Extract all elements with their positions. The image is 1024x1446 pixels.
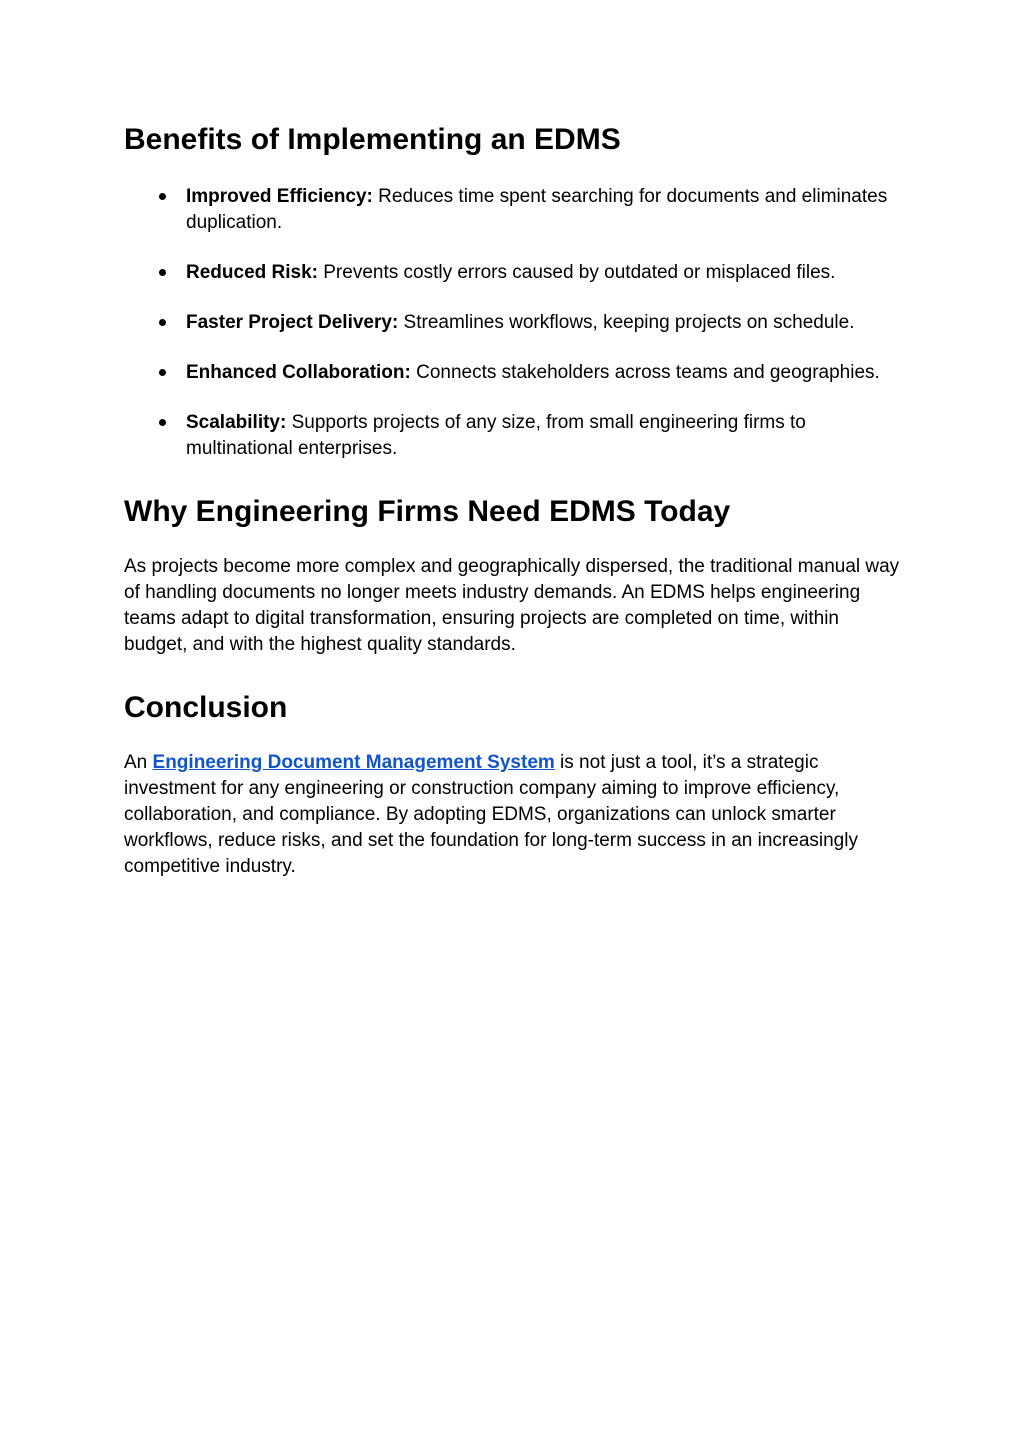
why-edms-paragraph: As projects become more complex and geographically dispersed, the traditional manual way of handling documents no longer meets industry demands. An EDMS helps engineering teams adapt to digital transformation, ensuring projects are completed on time, within budget, and with the highest quality standards. (124, 556, 900, 655)
list-item-text: Connects stakeholders across teams and geographies. (410, 362, 880, 383)
list-item-label: Reduced Risk: (186, 262, 318, 283)
bullet-icon (159, 269, 166, 276)
edms-hyperlink[interactable]: Engineering Document Management System (152, 752, 555, 773)
list-item-improved-efficiency (186, 184, 900, 236)
list-item-reduced-risk (186, 260, 900, 286)
list-item-label: Scalability: (186, 412, 287, 433)
conclusion-text-after-link: is not just a tool, it’s a strategic investment for any engineering or construction company aiming to improve efficiency, collaboration, and compliance. By adopting EDMS, organizations can unlock smarter workflows, reduce risks, and set the foundation for long-term success in an increasingly competitive industry. (124, 752, 858, 877)
benefits-list (124, 184, 900, 462)
list-item-text: Supports projects of any size, from small engineering firms to multinational enterprises. (186, 412, 806, 459)
conclusion-paragraph (124, 750, 900, 880)
list-item-enhanced-collaboration (186, 360, 900, 386)
list-item-text: Reduces time spent searching for documents and eliminates duplication. (186, 186, 888, 233)
list-item-scalability (186, 410, 900, 462)
list-item-faster-project-delivery (186, 310, 900, 336)
list-item-text: Prevents costly errors caused by outdated or misplaced files. (317, 262, 836, 283)
list-item-label: Enhanced Collaboration: (186, 362, 411, 383)
conclusion-text-before-link: An (124, 752, 153, 773)
heading-benefits: Benefits of Implementing an EDMS (124, 123, 621, 156)
list-item-label: Faster Project Delivery: (186, 312, 399, 333)
list-item-label: Improved Efficiency: (186, 186, 373, 207)
heading-why-edms: Why Engineering Firms Need EDMS Today (124, 495, 731, 528)
bullet-icon (159, 193, 166, 200)
bullet-icon (159, 319, 166, 326)
list-item-text: Streamlines workflows, keeping projects on schedule. (398, 312, 855, 333)
bullet-icon (159, 369, 166, 376)
bullet-icon (159, 419, 166, 426)
heading-conclusion: Conclusion (124, 691, 288, 724)
